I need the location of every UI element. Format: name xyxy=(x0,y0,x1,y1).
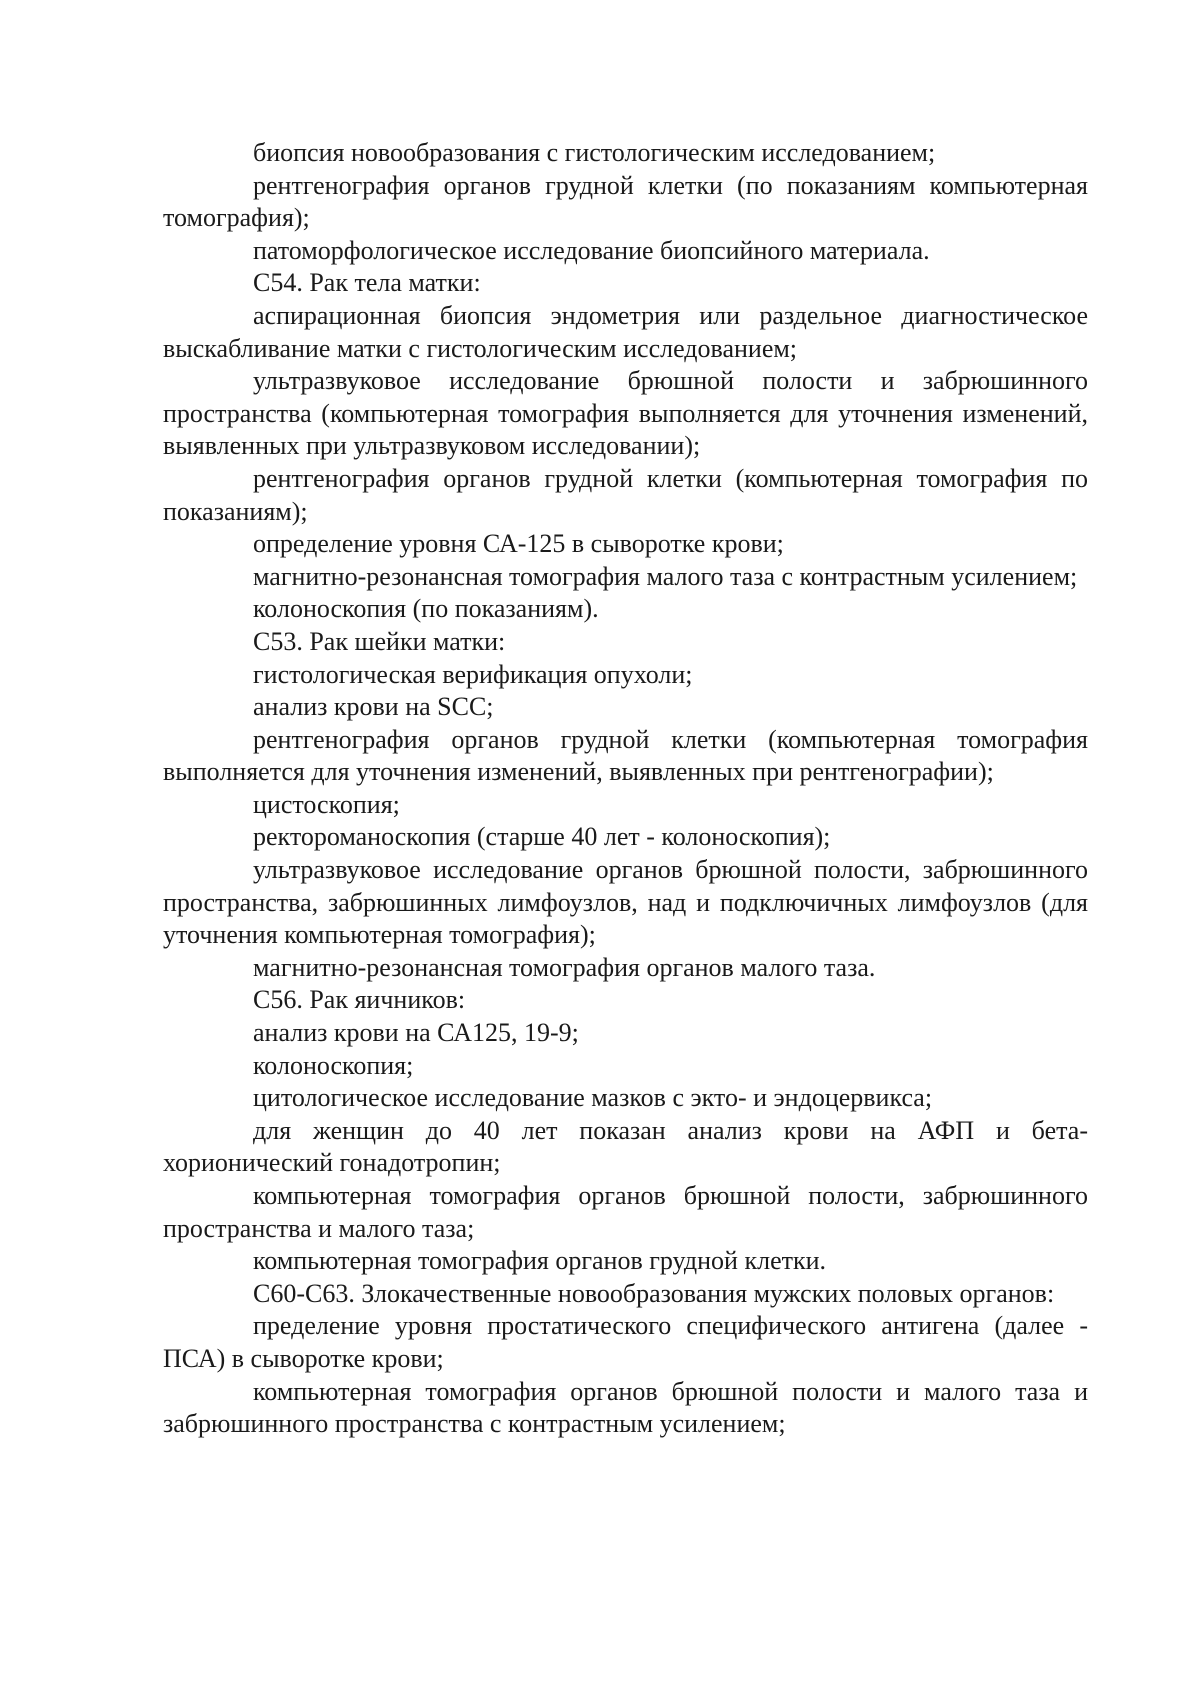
paragraph-ct-contrast: компьютерная томография органов брюшной полости и малого таза и забрюшинного пространства с контрастным усилением; xyxy=(163,1376,1088,1439)
paragraph-ultrasound: ультразвуковое исследование брюшной полости и забрюшинного пространства (компьютерная томография выполняется для уточнения изменений, выявленных при ультразвуковом исследовании); xyxy=(163,366,1088,461)
section-heading-c53: С53. Рак шейки матки: xyxy=(253,626,506,656)
paragraph-ct-chest: компьютерная томография органов грудной клетки. xyxy=(253,1246,827,1276)
paragraph-ct-abdomen: компьютерная томография органов брюшной полости, забрюшинного пространства и малого таза; xyxy=(163,1181,1088,1243)
paragraph-rectoromanoscopy: ректороманоскопия (старше 40 лет - колоноскопия); xyxy=(253,822,831,852)
paragraph-chest-xray-refine: рентгенография органов грудной клетки (компьютерная томография выполняется для уточнения изменений, выявленных при рентгенографии); xyxy=(163,724,1088,787)
paragraph-ca125: определение уровня СА-125 в сыворотке крови; xyxy=(253,529,784,559)
section-heading-c54: С54. Рак тела матки: xyxy=(253,268,481,298)
paragraph-colonoscopy-2: колоноскопия; xyxy=(253,1050,414,1080)
section-heading-c60-c63: С60-С63. Злокачественные новообразования мужских половых органов: xyxy=(253,1278,1055,1308)
paragraph-cystoscopy: цистоскопия; xyxy=(253,789,400,819)
paragraph-aspiration-biopsy: аспирационная биопсия эндометрия или раздельное диагностическое выскабливание матки с гистологическим исследованием; xyxy=(163,300,1088,363)
section-heading-c56: С56. Рак яичников: xyxy=(253,985,466,1015)
paragraph-scc: анализ крови на SCC; xyxy=(253,692,494,722)
paragraph-pathomorphology: патоморфологическое исследование биопсийного материала. xyxy=(253,235,930,265)
paragraph-ultrasound-lymph: ультразвуковое исследование органов брюшной полости, забрюшинного пространства, забрюшинных лимфоузлов, над и подключичных лимфоузлов (для уточнения компьютерная томография); xyxy=(163,855,1088,950)
paragraph-chest-xray: рентгенография органов грудной клетки (по показаниям компьютерная томография); xyxy=(163,170,1088,233)
paragraph-mri-contrast: магнитно-резонансная томография малого таза с контрастным усилением; xyxy=(253,561,1078,591)
paragraph-colonoscopy: колоноскопия (по показаниям). xyxy=(253,594,599,624)
paragraph-biopsy: биопсия новообразования с гистологическим исследованием; xyxy=(253,138,936,167)
document-text xyxy=(163,137,1088,1441)
paragraph-afp: для женщин до 40 лет показан анализ крови на АФП и бета-хорионический гонадотропин; xyxy=(163,1115,1088,1178)
paragraph-cytology: цитологическое исследование мазков с экто- и эндоцервикса; xyxy=(253,1083,933,1113)
paragraph-histology: гистологическая верификация опухоли; xyxy=(253,659,693,689)
paragraph-chest-xray-ct: рентгенография органов грудной клетки (компьютерная томография по показаниям); xyxy=(163,463,1088,526)
paragraph-ca125-199: анализ крови на СА125, 19-9; xyxy=(253,1018,579,1048)
paragraph-psa: пределение уровня простатического специфического антигена (далее - ПСА) в сыворотке крови; xyxy=(163,1311,1088,1373)
paragraph-mri-pelvis: магнитно-резонансная томография органов малого таза. xyxy=(253,952,876,982)
